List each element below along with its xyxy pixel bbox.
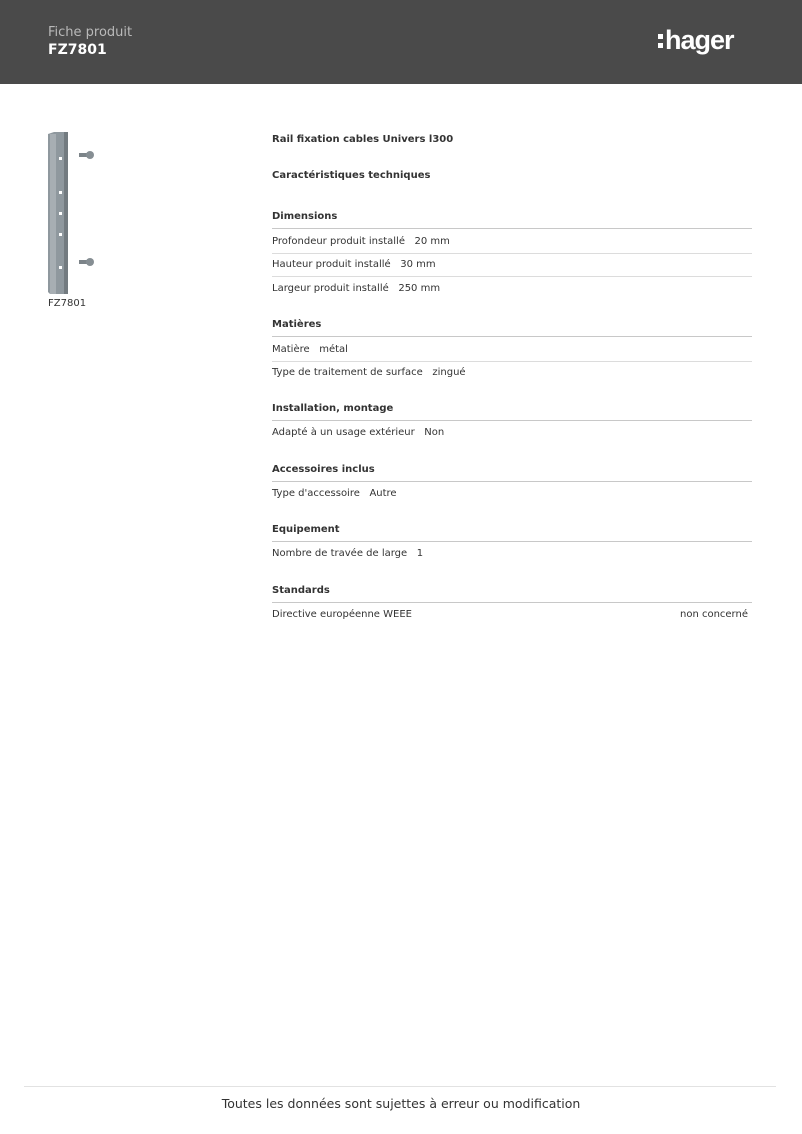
spec-text: Type d'accessoire Autre xyxy=(272,488,397,499)
technical-heading: Caractéristiques techniques xyxy=(272,170,431,181)
hager-logo xyxy=(656,22,756,62)
spec-row xyxy=(272,230,752,254)
spec-row xyxy=(272,482,752,506)
product-image-caption: FZ7801 xyxy=(48,298,87,309)
product-rail-image xyxy=(44,128,100,296)
spec-value: non concerné xyxy=(679,609,748,620)
section-title-equipment: Equipement xyxy=(272,524,752,542)
spec-text: Matière métal xyxy=(272,344,348,355)
section-title-standards: Standards xyxy=(272,585,752,603)
svg-text:hager: hager xyxy=(665,25,734,55)
section-title-materials: Matières xyxy=(272,319,752,337)
spec-row xyxy=(272,338,752,362)
spec-row xyxy=(272,603,752,627)
spec-text: Type de traitement de surface zingué xyxy=(272,367,466,378)
spec-row xyxy=(272,361,752,385)
spec-row xyxy=(272,421,752,445)
footer-disclaimer: Toutes les données sont sujettes à erreur ou modification xyxy=(221,1096,581,1111)
spec-text: Largeur produit installé 250 mm xyxy=(272,283,441,294)
product-title: Rail fixation cables Univers l300 xyxy=(272,134,454,145)
spec-text: Profondeur produit installé 20 mm xyxy=(272,236,450,247)
spec-text: Adapté à un usage extérieur Non xyxy=(272,427,445,438)
document-type-label: Fiche produit xyxy=(48,25,133,40)
spec-text: Nombre de travée de large 1 xyxy=(272,548,424,559)
spec-text: Hauteur produit installé 30 mm xyxy=(272,259,436,270)
section-title-accessories: Accessoires inclus xyxy=(272,464,752,482)
section-title-dimensions: Dimensions xyxy=(272,211,752,229)
section-title-installation: Installation, montage xyxy=(272,403,752,421)
page-header xyxy=(0,0,802,84)
product-reference: FZ7801 xyxy=(48,42,107,58)
spec-label: Directive européenne WEEE xyxy=(272,609,412,620)
spec-row xyxy=(272,277,752,301)
spec-row xyxy=(272,253,752,277)
spec-row xyxy=(272,542,752,566)
footer-divider xyxy=(24,1086,776,1087)
